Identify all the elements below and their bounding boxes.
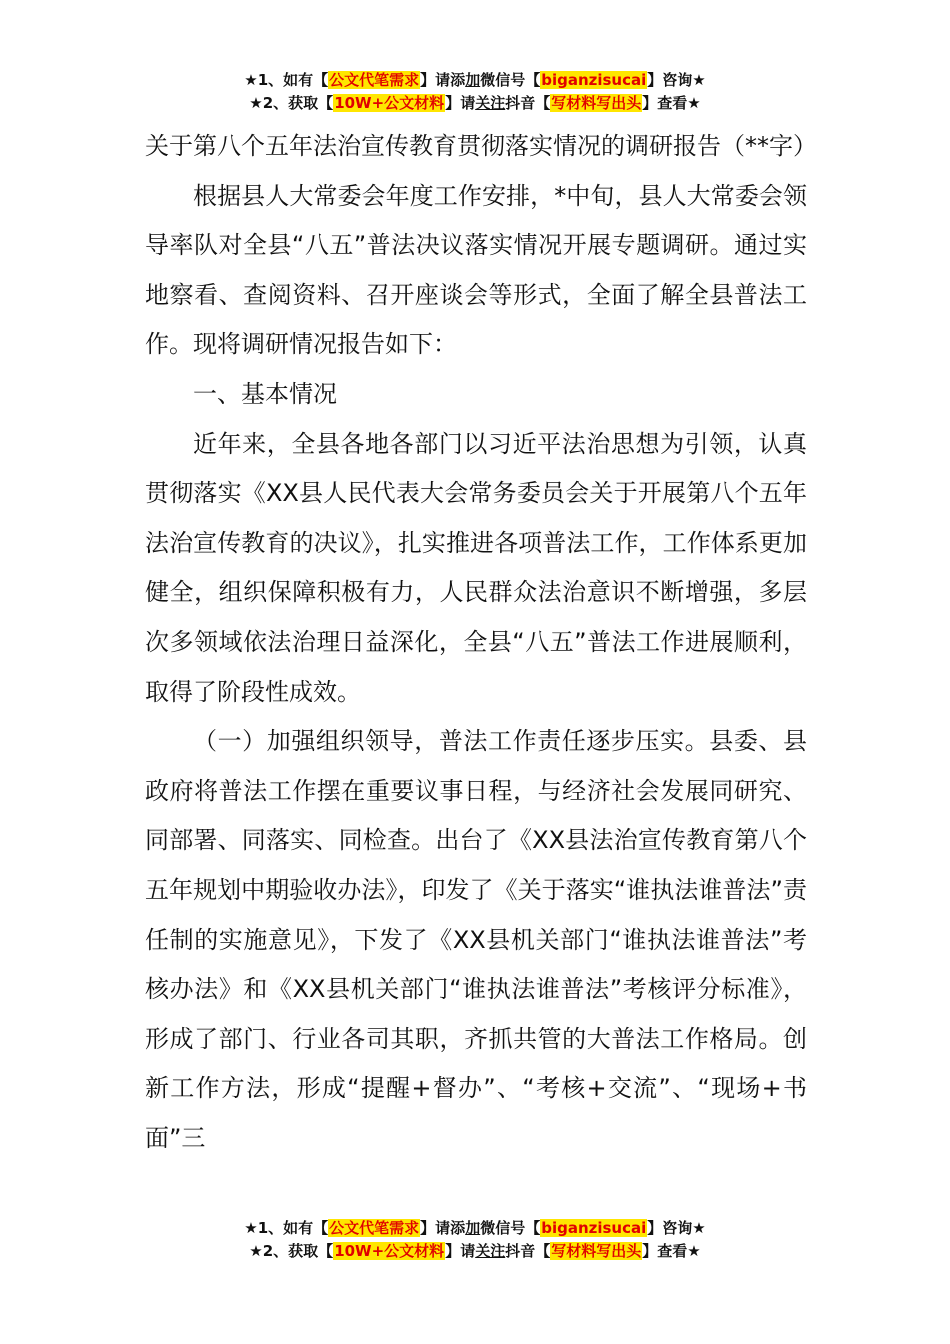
section-heading: 一、基本情况 xyxy=(193,379,337,408)
promo-banner-bottom xyxy=(0,1217,950,1263)
promo-line-1: ★1、如有【公文代笔需求】请添加微信号【biganzisucai】咨询★ xyxy=(244,71,706,89)
paragraph-intro: 根据县人大常委会年度工作安排，*中旬，县人大常委会领导率队对全县“八五”普法决议落实情况开展专题调研。通过实地察看、查阅资料、召开座谈会等形式，全面了解全县普法工作。现将调研情况报告如下： xyxy=(145,181,807,359)
promo-highlight: biganzisucai xyxy=(541,1219,647,1237)
promo-line-2: ★2、获取【10W+公文材料】请关注抖音【写材料写出头】查看★ xyxy=(249,1242,701,1260)
promo-highlight: 公文代笔需求 xyxy=(329,71,420,89)
document-title: 关于第八个五年法治宣传教育贯彻落实情况的调研报告（**字） xyxy=(145,132,817,160)
promo-line-1: ★1、如有【公文代笔需求】请添加微信号【biganzisucai】咨询★ xyxy=(244,1219,706,1237)
paragraph-organization: （一）加强组织领导，普法工作责任逐步压实。县委、县政府将普法工作摆在重要议事日程，与经济社会发展同研究、同部署、同落实、同检查。出台了《XX县法治宣传教育第八个五年规划中期验收办法》，印发了《关于落实“谁执法谁普法”责任制的实施意见》，下发了《XX县机关部门“谁执法谁普法”考核办法》和《XX县机关部门“谁执法谁普法”考核评分标准》，形成了部门、行业各司其职，齐抓共管的大普法工作格局。创新工作方法，形成“提醒+督办”、“考核+交流”、“现场+书面”三 xyxy=(145,727,807,1152)
promo-highlight: 写材料写出头 xyxy=(551,1242,642,1260)
promo-highlight: biganzisucai xyxy=(541,71,647,89)
promo-highlight: 10W+公文材料 xyxy=(334,94,445,112)
promo-highlight: 公文代笔需求 xyxy=(329,1219,420,1237)
document-body xyxy=(145,122,817,1163)
promo-highlight: 写材料写出头 xyxy=(551,94,642,112)
paragraph-overview: 近年来，全县各地各部门以习近平法治思想为引领，认真贯彻落实《XX县人民代表大会常务委员会关于开展第八个五年法治宣传教育的决议》，扎实推进各项普法工作，工作体系更加健全，组织保障积极有力，人民群众法治意识不断增强，多层次多领域依法治理日益深化，全县“八五”普法工作进展顺利，取得了阶段性成效。 xyxy=(145,429,807,706)
promo-banner-top xyxy=(0,69,950,115)
promo-line-2: ★2、获取【10W+公文材料】请关注抖音【写材料写出头】查看★ xyxy=(249,94,701,112)
promo-highlight: 10W+公文材料 xyxy=(334,1242,445,1260)
